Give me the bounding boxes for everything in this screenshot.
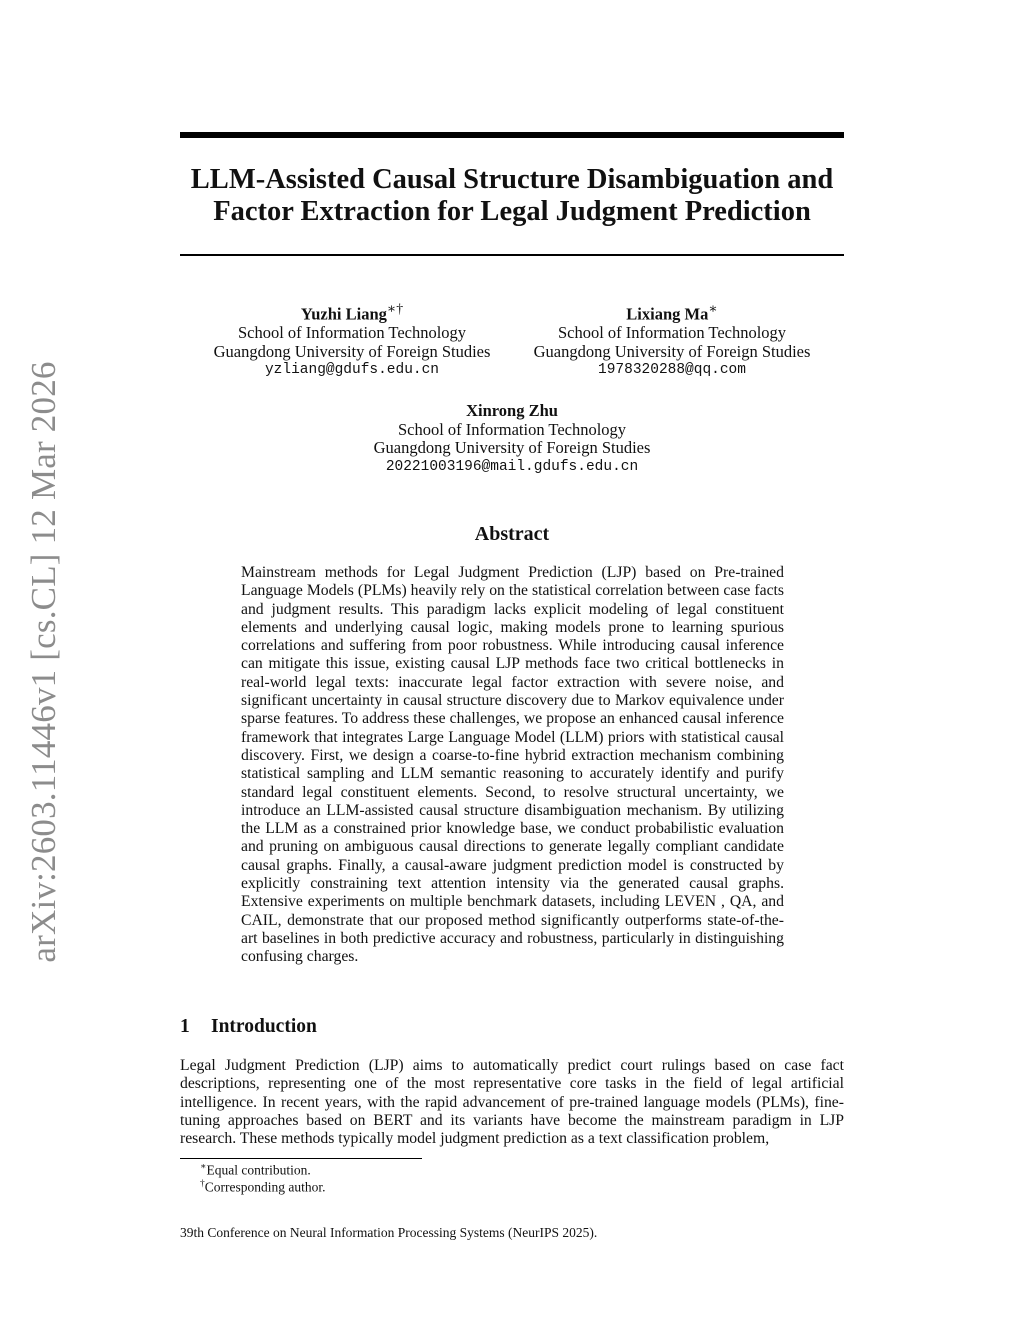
author-institution: Guangdong University of Foreign Studies <box>213 341 491 361</box>
footnote-2 <box>200 1179 326 1196</box>
author-affiliation: School of Information Technology <box>237 323 467 342</box>
title-rule-top <box>180 132 844 138</box>
author-name: Yuzhi Liang <box>300 304 387 324</box>
introduction-text: Legal Judgment Prediction (LJP) aims to automatically predict court rulings based on case fact descriptions, representing one of the most representative core tasks in the field of legal artificial intelligence. In recent years, with the rapid advancement of pre-trained language models (PLMs), fine-tuning approaches based on BERT and its variants have become the mainstream paradigm in LJP research. These methods typically model judgment prediction as a text classification problem, <box>180 1057 844 1148</box>
author-email[interactable]: yzliang@gdufs.edu.cn <box>264 362 440 378</box>
author-marks: ∗† <box>386 301 404 316</box>
paper-title: LLM-Assisted Causal Structure Disambiguation and Factor Extraction for Legal Judgment Prediction <box>190 164 834 227</box>
author-block-1 <box>182 300 522 380</box>
abstract-text: Mainstream methods for Legal Judgment Prediction (LJP) based on Pre-trained Language Models (PLMs) heavily rely on the statistical correlation between case facts and judgment results. This paradigm lacks explicit modeling of legal constituent elements and underlying causal logic, making models prone to learning spurious correlations and suffering from poor robustness. While introducing causal inference can mitigate this issue, existing causal LJP methods face two critical bottlenecks in real-world legal texts: inaccurate legal factor extraction with severe noise, and significant uncertainty in causal structure discovery due to Markov equivalence under sparse features. To address these challenges, we propose an enhanced causal inference framework that integrates Large Language Model (LLM) priors with statistical causal discovery. First, we design a coarse-to-fine hybrid extraction mechanism combining statistical sampling and LLM semantic reasoning to accurately identify and purify standard legal constituent elements. Second, to resolve structural uncertainty, we introduce an LLM-assisted causal structure disambiguation mechanism. By utilizing the LLM as a constrained prior knowledge base, we conduct probabilistic evaluation and pruning on ambiguous causal directions to generate legally compliant candidate causal graphs. Finally, a causal-aware judgment prediction model is constructed by explicitly constraining text attention intensity via the generated causal graphs. Extensive experiments on multiple benchmark datasets, including LEVEN , QA, and CAIL, demonstrate that our proposed method significantly outperforms state-of-the-art baselines in both predictive accuracy and robustness, particularly in distinguishing confusing charges. <box>241 564 784 966</box>
author-affiliation: School of Information Technology <box>557 323 787 342</box>
footnote-text: Corresponding author. <box>204 1179 326 1195</box>
author-marks: ∗ <box>708 301 718 316</box>
section-heading <box>180 1016 317 1038</box>
arxiv-stamp: arXiv:2603.11446v1 [cs.CL] 12 Mar 2026 <box>24 361 63 963</box>
author-name: Xinrong Zhu <box>466 401 558 420</box>
author-email[interactable]: 20221003196@mail.gdufs.edu.cn <box>385 458 639 475</box>
footnote-rule <box>180 1158 422 1159</box>
conference-note: 39th Conference on Neural Information Processing Systems (NeurIPS 2025). <box>180 1225 598 1240</box>
author-institution: Guangdong University of Foreign Studies <box>533 341 811 361</box>
footnote-mark: ∗ <box>200 1162 207 1172</box>
section-title: Introduction <box>211 1016 317 1037</box>
author-name: Lixiang Ma <box>626 304 709 324</box>
author-email[interactable]: 1978320288@qq.com <box>598 362 746 378</box>
author-institution: Guangdong University of Foreign Studies <box>373 438 651 457</box>
abstract-heading: Abstract <box>474 523 550 545</box>
author-block-3 <box>342 402 682 476</box>
footnote-text: Equal contribution. <box>206 1162 311 1178</box>
footnote-mark: † <box>200 1179 205 1189</box>
author-block-2 <box>502 300 842 380</box>
author-affiliation: School of Information Technology <box>397 419 627 439</box>
section-number: 1 <box>180 1016 190 1037</box>
title-rule-bottom <box>180 254 844 256</box>
footnote-1 <box>200 1161 311 1179</box>
